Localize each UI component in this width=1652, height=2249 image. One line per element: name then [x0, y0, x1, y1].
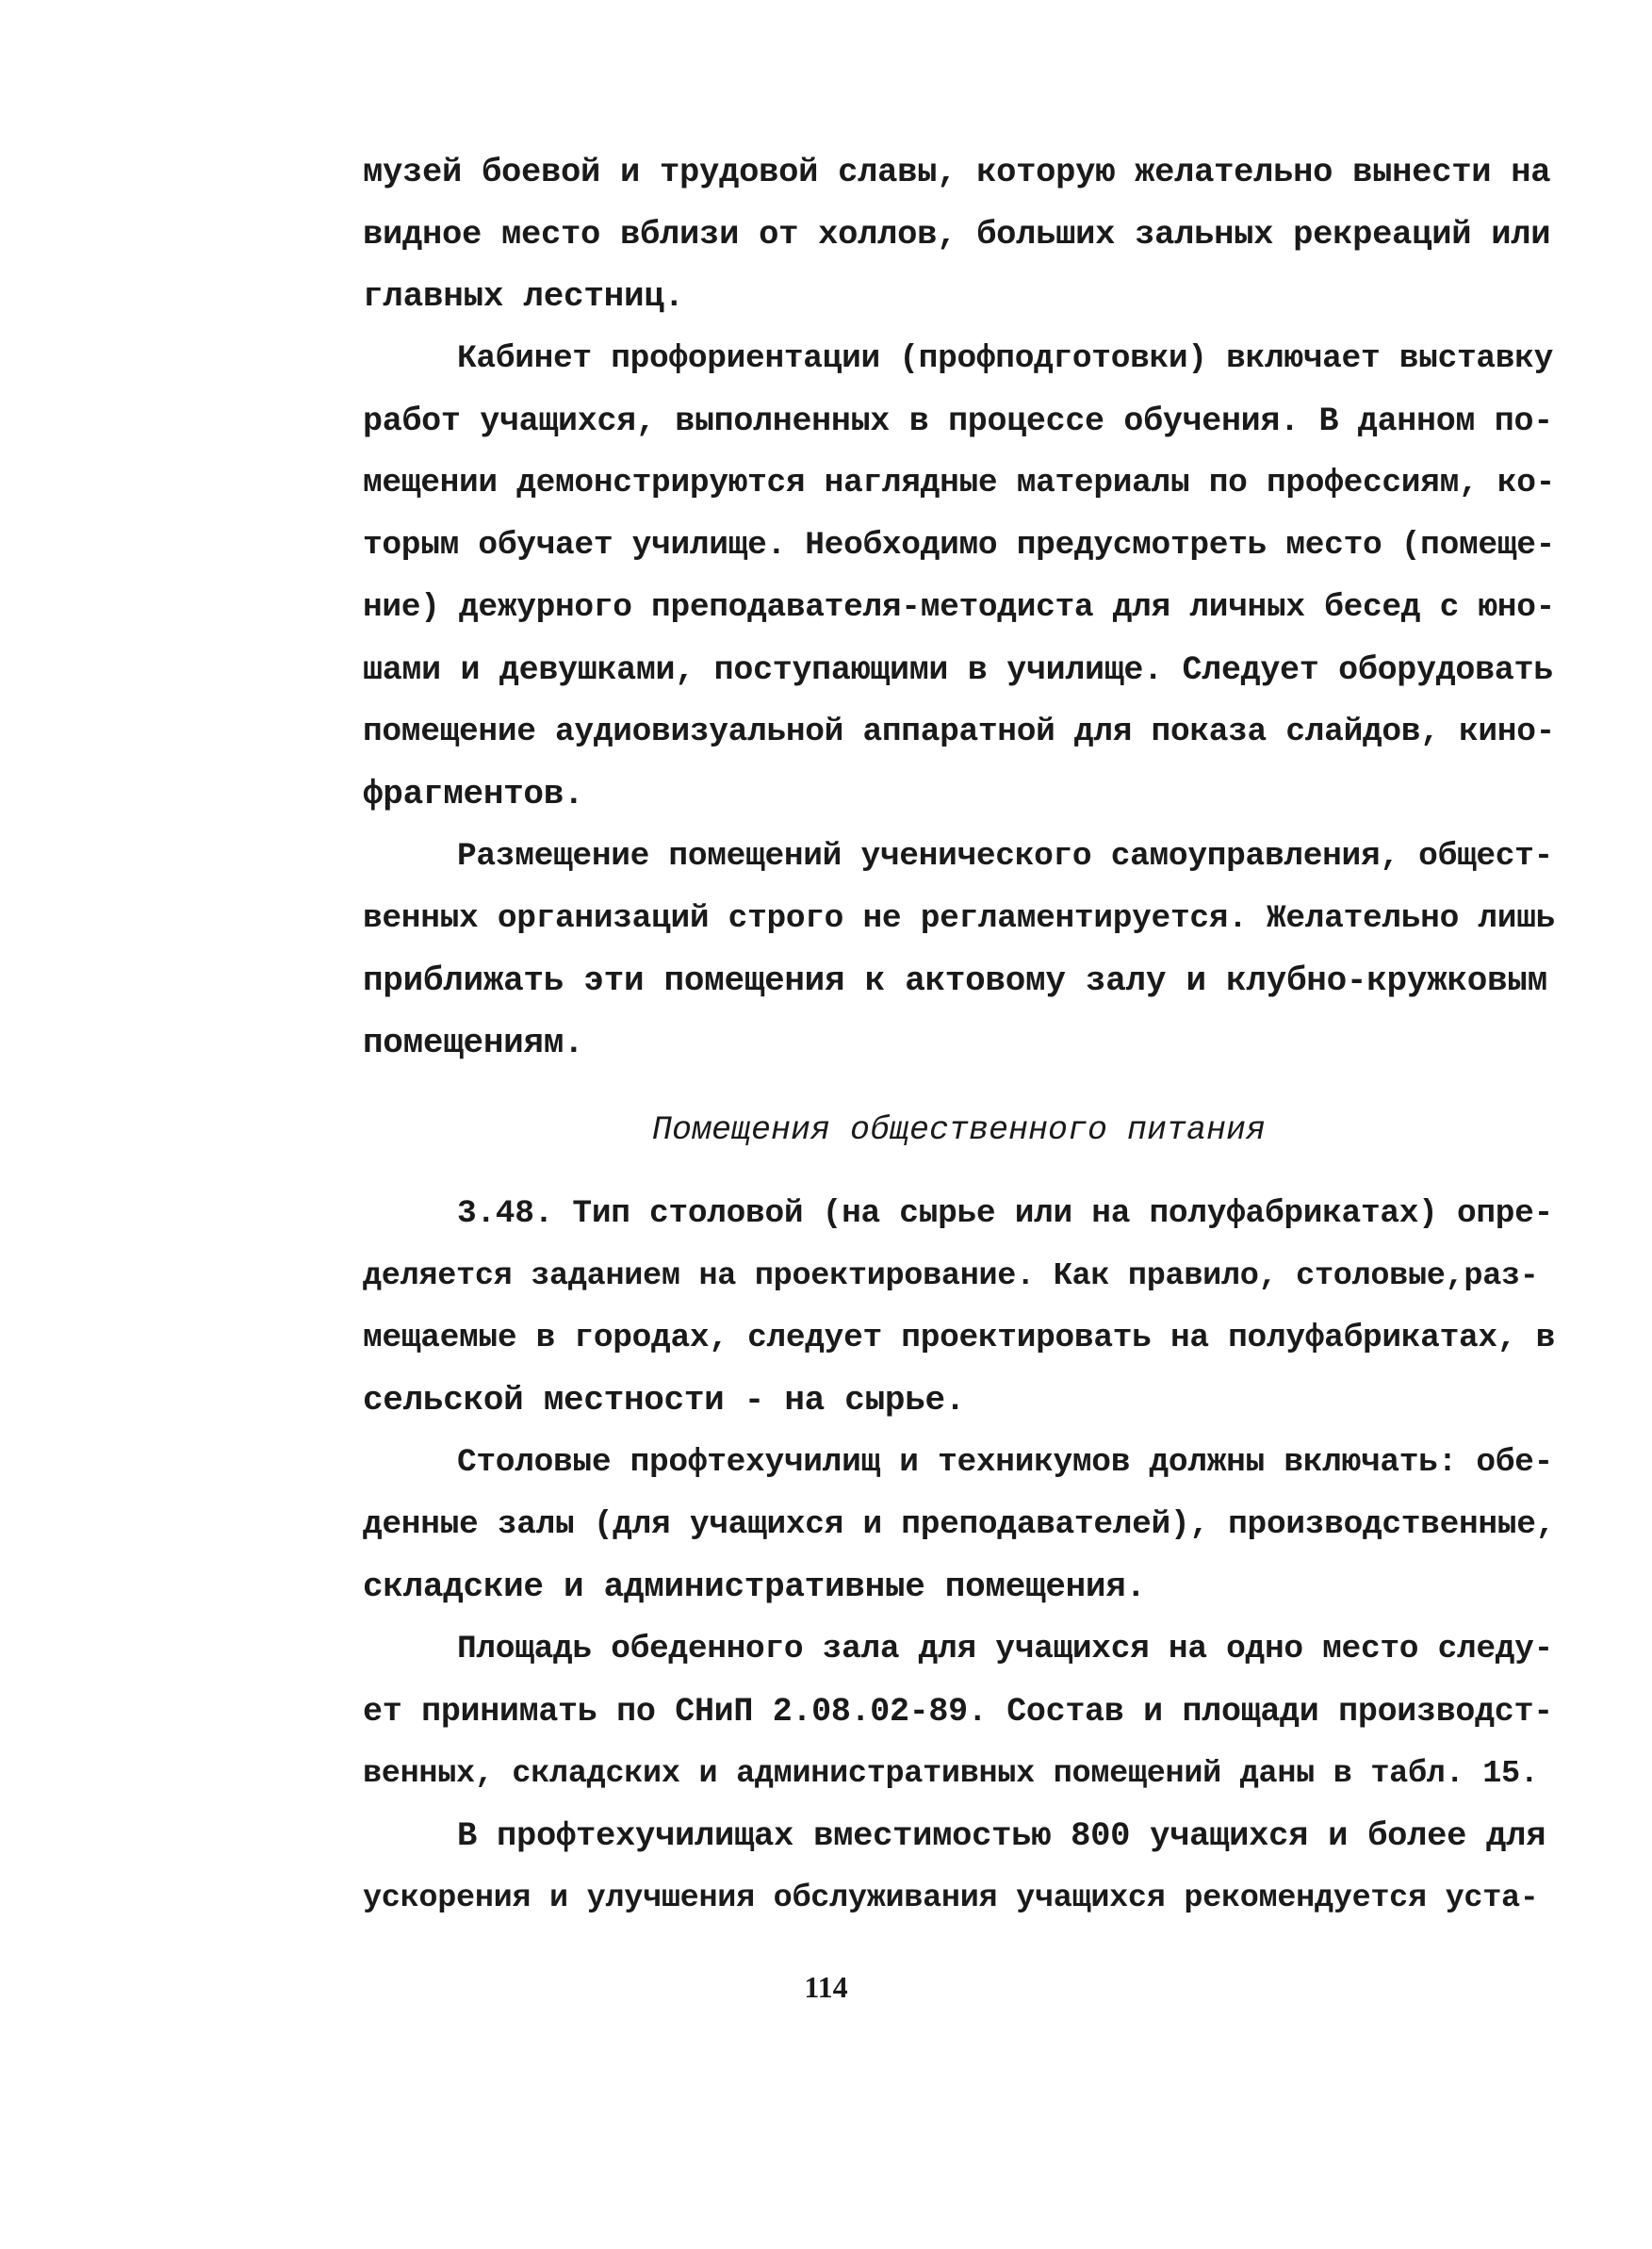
text-line: приближать эти помещения к актовому залу и клубно-кружковым [363, 961, 1547, 1000]
text-line: денные залы (для учащихся и преподавателей), производственные, [363, 1506, 1556, 1543]
text-line: деляется заданием на проектирование. Как правило, столовые,раз- [363, 1258, 1539, 1294]
text-line: складские и административные помещения. [363, 1568, 1146, 1606]
text-line: фрагментов. [363, 775, 584, 813]
text-line: торым обучает училище. Необходимо предусмотреть место (помеще- [363, 527, 1556, 564]
text-line: ет принимать по СНиП 2.08.02-89. Состав и площади производст- [363, 1693, 1553, 1731]
page-number: 114 [804, 1970, 848, 2004]
text-line: 3.48. Тип столовой (на сырье или на полуфабрикатах) опре- [457, 1195, 1553, 1232]
text-line: шами и девушками, поступающими в училище. Следует оборудовать [363, 651, 1553, 689]
text-line: музей боевой и трудовой славы, которую желательно вынести на [363, 153, 1551, 191]
text-line: мещении демонстрируются наглядные материалы по профессиям, ко- [363, 465, 1556, 501]
body-text-section-2 [363, 1183, 1555, 1929]
text-line: венных, складских и административных помещений даны в табл. 15. [363, 1756, 1539, 1792]
text-line: помещениям. [363, 1024, 584, 1062]
text-line: работ учащихся, выполненных в процессе обучения. В данном по- [363, 402, 1553, 440]
text-line: помещение аудиовизуальной аппаратной для показа слайдов, кино- [363, 714, 1556, 750]
text-line: Площадь обеденного зала для учащихся на одно место следу- [457, 1631, 1553, 1667]
text-line: Столовые профтехучилищ и техникумов должны включать: обе- [457, 1444, 1553, 1481]
text-line: Размещение помещений ученического самоуправления, общест- [457, 838, 1553, 875]
text-line: мещаемые в городах, следует проектировать на полуфабрикатах, в [363, 1320, 1556, 1356]
text-line: В профтехучилищах вместимостью 800 учащихся и более для [457, 1816, 1546, 1855]
text-line: ние) дежурного преподавателя-методиста для личных бесед с юно- [363, 589, 1556, 626]
text-line: венных организаций строго не регламентируется. Желательно лишь [363, 900, 1556, 937]
text-line: ускорения и улучшения обслуживания учащихся рекомендуется уста- [363, 1880, 1539, 1916]
text-line: сельской местности - на сырье. [363, 1381, 966, 1420]
section-heading: Помещения общественного питания [651, 1111, 1267, 1149]
text-line: Кабинет профориентации (профподготовки) включает выставку [457, 340, 1553, 377]
text-line: видное место вблизи от холлов, больших зальных рекреаций или [363, 215, 1551, 254]
body-text-section-1 [363, 141, 1555, 1075]
text-line: главных лестниц. [363, 277, 684, 316]
